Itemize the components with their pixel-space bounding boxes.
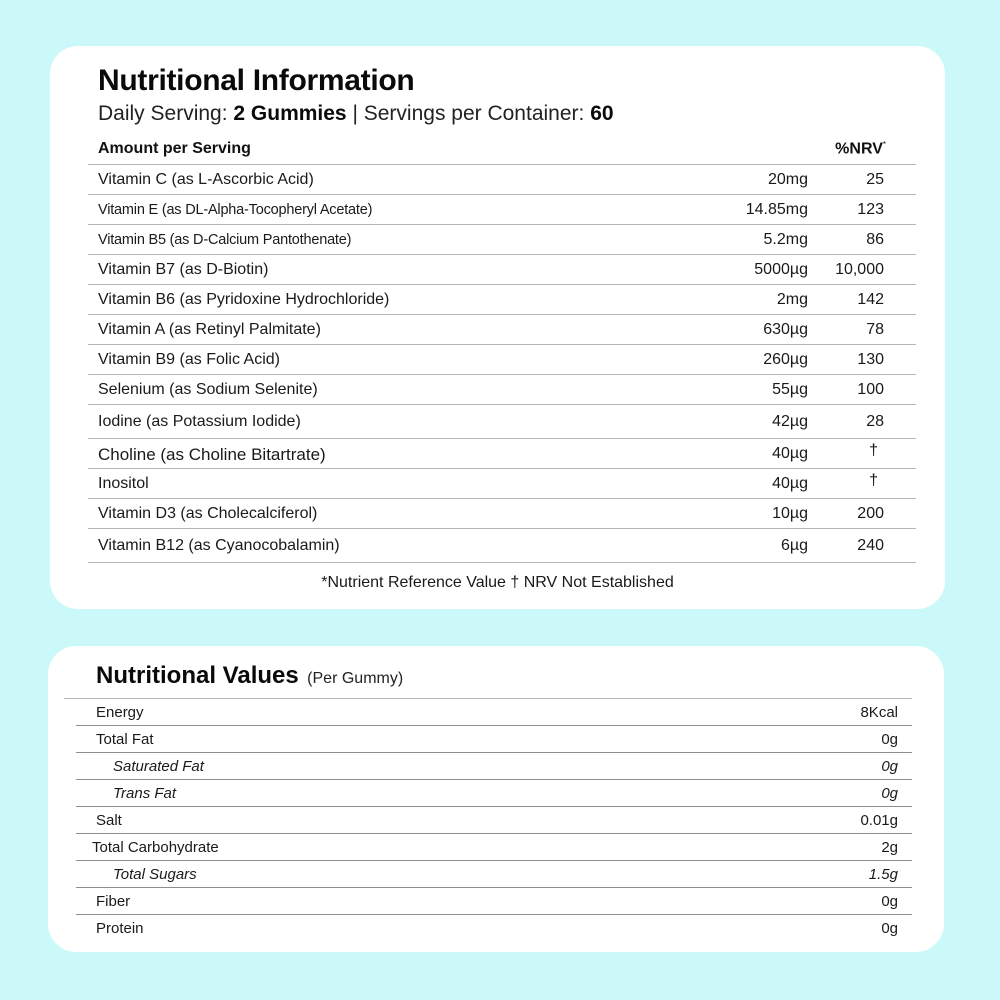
- nutrient-name: Vitamin B7 (as D-Biotin): [98, 261, 269, 278]
- table-row: [76, 915, 912, 941]
- nutrient-name: Vitamin A (as Retinyl Palmitate): [98, 321, 321, 338]
- table-row: [88, 375, 916, 405]
- nutrient-amount: 40µg: [772, 475, 808, 492]
- table-row: [76, 834, 912, 861]
- nutrient-amount: 40µg: [772, 445, 808, 462]
- value-name: Total Carbohydrate: [92, 839, 219, 856]
- table-row: [88, 195, 916, 225]
- nutrient-amount: 630µg: [763, 321, 808, 338]
- header-nrv-label: %NRV: [835, 140, 883, 158]
- value-amount: 0.01g: [860, 812, 898, 829]
- serving-separator: |: [346, 102, 364, 125]
- value-name: Protein: [96, 920, 144, 937]
- nutrient-nrv: 200: [857, 505, 884, 522]
- nutrient-amount: 2mg: [776, 291, 808, 308]
- table-row: [88, 469, 916, 499]
- table-header: [88, 134, 916, 165]
- table-row: [88, 439, 916, 469]
- nutritional-values-card: [48, 646, 944, 952]
- values-subtitle: (Per Gummy): [307, 670, 404, 687]
- info-title: Nutritional Information: [98, 64, 415, 97]
- nutrient-amount: 20mg: [767, 171, 808, 188]
- value-name: Saturated Fat: [113, 758, 204, 775]
- value-amount: 0g: [881, 893, 898, 910]
- serving-value: 2 Gummies: [233, 102, 347, 125]
- header-amount: Amount per Serving: [98, 140, 251, 157]
- nutrient-amount: 10µg: [772, 505, 808, 522]
- table-row: [88, 499, 916, 529]
- table-row: [76, 861, 912, 888]
- value-name: Fiber: [96, 893, 131, 910]
- nutrient-amount: 260µg: [763, 351, 808, 368]
- value-name: Total Fat: [96, 731, 154, 748]
- vitamin-table: [88, 134, 916, 563]
- nutrient-name: Vitamin B9 (as Folic Acid): [98, 351, 280, 368]
- nutrient-name: Selenium (as Sodium Selenite): [98, 381, 318, 398]
- value-name: Energy: [96, 704, 144, 721]
- table-row: [88, 529, 916, 563]
- value-amount: 0g: [881, 920, 898, 937]
- nutrient-nrv: 86: [866, 231, 884, 248]
- nutrient-nrv: 123: [857, 201, 884, 218]
- table-row: [88, 225, 916, 255]
- container-value: 60: [590, 102, 614, 125]
- nutrient-nrv: 130: [857, 351, 884, 368]
- header-nrv-mark: *: [882, 140, 886, 149]
- value-amount: 0g: [881, 758, 898, 775]
- values-title: Nutritional Values: [96, 662, 299, 689]
- nrv-footnote: *Nutrient Reference Value † NRV Not Established: [321, 574, 674, 591]
- nutrient-nrv: 10,000: [835, 261, 884, 278]
- value-amount: 0g: [881, 785, 898, 802]
- header-nrv: [835, 140, 886, 158]
- nutrient-nrv: 28: [866, 413, 884, 430]
- values-table: [64, 698, 928, 941]
- nutrient-name: Vitamin B12 (as Cyanocobalamin): [98, 537, 340, 554]
- nutrient-name: Vitamin E (as DL-Alpha-Tocopheryl Acetate): [98, 202, 373, 218]
- container-label: Servings per Container:: [363, 102, 591, 125]
- value-name: Trans Fat: [113, 785, 177, 802]
- table-row: [88, 345, 916, 375]
- table-row: [88, 285, 916, 315]
- table-row: [88, 315, 916, 345]
- nutrient-amount: 42µg: [772, 413, 808, 430]
- nutrient-name: Iodine (as Potassium Iodide): [98, 413, 301, 430]
- value-amount: 1.5g: [868, 866, 898, 883]
- value-amount: 2g: [881, 839, 898, 856]
- nutrient-amount: 55µg: [772, 381, 808, 398]
- values-heading: [96, 662, 403, 690]
- table-row: [88, 405, 916, 439]
- nutrient-amount: 6µg: [780, 537, 808, 554]
- nutrient-name: Vitamin B6 (as Pyridoxine Hydrochloride): [98, 291, 390, 308]
- nutrient-name: Vitamin C (as L-Ascorbic Acid): [98, 171, 314, 188]
- serving-line: [98, 102, 614, 126]
- nutritional-information-card: [50, 46, 945, 609]
- nutrient-amount: 14.85mg: [745, 201, 808, 218]
- nutrient-nrv: 142: [857, 291, 884, 308]
- nutrient-nrv: 78: [866, 321, 884, 338]
- serving-label: Daily Serving:: [98, 102, 234, 125]
- table-row: [76, 807, 912, 834]
- value-amount: 8Kcal: [860, 704, 898, 721]
- nutrient-amount: 5.2mg: [763, 231, 808, 248]
- table-row: [88, 165, 916, 195]
- value-amount: 0g: [881, 731, 898, 748]
- nutrient-nrv: 100: [857, 381, 884, 398]
- table-row: [76, 780, 912, 807]
- nutrient-nrv: 25: [866, 171, 884, 188]
- table-row: [76, 699, 912, 726]
- table-row: [76, 888, 912, 915]
- nutrient-name: Inositol: [98, 475, 149, 492]
- nutrient-nrv: 240: [857, 537, 884, 554]
- nutrient-nrv: †: [869, 442, 878, 459]
- nutrient-name: Vitamin B5 (as D-Calcium Pantothenate): [98, 232, 352, 248]
- value-name: Total Sugars: [113, 866, 197, 883]
- nutrient-amount: 5000µg: [754, 261, 808, 278]
- value-name: Salt: [96, 812, 122, 829]
- table-row: [76, 726, 912, 753]
- nutrient-name: Vitamin D3 (as Cholecalciferol): [98, 505, 318, 522]
- table-row: [88, 255, 916, 285]
- nutrient-nrv: †: [869, 472, 878, 489]
- table-row: [76, 753, 912, 780]
- nutrient-name: Choline (as Choline Bitartrate): [98, 445, 326, 464]
